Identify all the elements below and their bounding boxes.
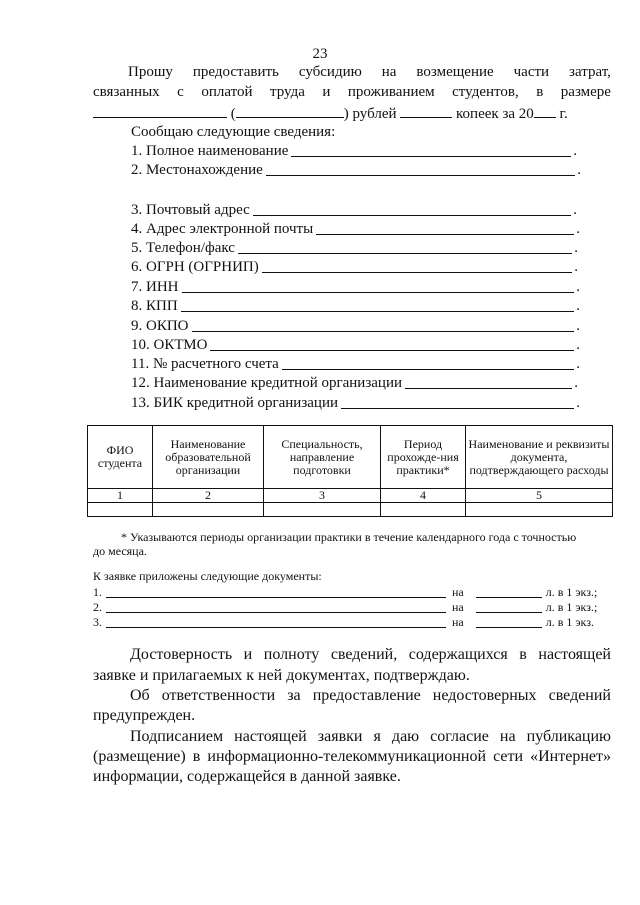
attachments-label: К заявке приложены следующие документы: bbox=[93, 569, 322, 583]
word: содержащихся bbox=[408, 646, 508, 663]
word: сведений, bbox=[330, 646, 398, 663]
word: субсидию bbox=[298, 64, 362, 80]
field-postal-address: 3. Почтовый адрес . bbox=[131, 202, 577, 218]
attachment-pages-line[interactable] bbox=[476, 626, 542, 628]
table-cell[interactable] bbox=[381, 503, 466, 517]
year-label: г. bbox=[559, 106, 568, 122]
header-institution: Наименование образовательной организации bbox=[153, 426, 264, 489]
field-email: 4. Адрес электронной почты . bbox=[131, 221, 580, 237]
field-line[interactable] bbox=[316, 233, 574, 235]
amount-words-blank[interactable] bbox=[236, 104, 344, 118]
field-oktmo: 10. ОКТМО . bbox=[131, 337, 580, 353]
warn-line-2: предупрежден. bbox=[93, 707, 196, 724]
attachment-row: 3. на л. в 1 экз. bbox=[93, 615, 594, 629]
word: (размещение) bbox=[93, 748, 186, 765]
table-cell[interactable] bbox=[88, 503, 153, 517]
word: «Интернет» bbox=[530, 748, 611, 765]
field-kpp: 8. КПП . bbox=[131, 298, 580, 314]
consent-line-1 bbox=[130, 728, 611, 746]
intro-line-2 bbox=[93, 84, 611, 101]
col-number: 3 bbox=[264, 489, 381, 503]
field-line[interactable] bbox=[262, 271, 572, 273]
col-number: 1 bbox=[88, 489, 153, 503]
attachment-name-line[interactable] bbox=[106, 626, 446, 628]
field-bank-bik: 13. БИК кредитной организации . bbox=[131, 395, 580, 411]
kopecks-label: копеек за 20 bbox=[456, 106, 534, 122]
field-bank-name: 12. Наименование кредитной организации . bbox=[131, 375, 578, 391]
confirm-line-1 bbox=[130, 646, 611, 664]
students-table bbox=[87, 425, 613, 517]
footnote-line-1: * Указываются периоды организации практики в течение календарного года с точностью bbox=[121, 530, 577, 544]
field-line[interactable] bbox=[181, 310, 575, 312]
word: заявки bbox=[317, 728, 363, 745]
word: полноту bbox=[263, 646, 320, 663]
word: Об bbox=[130, 687, 150, 704]
header-specialty: Специальность, направление подготовки bbox=[264, 426, 381, 489]
header-practice-period: Период прохожде-ния практики* bbox=[381, 426, 466, 489]
word: в bbox=[519, 646, 527, 663]
field-line[interactable] bbox=[210, 349, 574, 351]
word: и bbox=[243, 646, 253, 663]
intro-line-3 bbox=[93, 104, 568, 123]
word: сети bbox=[493, 748, 524, 765]
word: согласие bbox=[430, 728, 489, 745]
attachment-row: 1. на л. в 1 экз.; bbox=[93, 585, 598, 599]
attachment-pages-line[interactable] bbox=[476, 611, 542, 613]
header-document: Наименование и реквизиты документа, подтверждающего расходы bbox=[466, 426, 613, 489]
report-label: Сообщаю следующие сведения: bbox=[131, 124, 336, 140]
field-line[interactable] bbox=[253, 214, 571, 216]
word: оплатой bbox=[201, 84, 253, 100]
word: Подписанием bbox=[130, 728, 224, 745]
word: даю bbox=[391, 728, 420, 745]
field-line[interactable] bbox=[266, 174, 575, 176]
table-number-row bbox=[88, 489, 613, 503]
word: в bbox=[192, 748, 201, 765]
word: настоящей bbox=[538, 646, 611, 663]
attachment-name-line[interactable] bbox=[106, 611, 446, 613]
field-location: 2. Местонахождение . bbox=[131, 162, 581, 178]
word: связанных bbox=[93, 84, 160, 100]
word: в bbox=[536, 84, 544, 100]
word: ответственности bbox=[161, 687, 276, 704]
intro-line-1 bbox=[128, 64, 611, 81]
word: предоставление bbox=[312, 687, 421, 704]
word: я bbox=[373, 728, 381, 745]
kopecks-blank[interactable] bbox=[400, 104, 452, 118]
word: и bbox=[322, 84, 331, 100]
table-cell[interactable] bbox=[264, 503, 381, 517]
table-header-row bbox=[88, 426, 613, 489]
word: информационно-телекоммуникационной bbox=[207, 748, 487, 765]
field-line[interactable] bbox=[291, 155, 571, 157]
word: настоящей bbox=[234, 728, 307, 745]
field-line[interactable] bbox=[238, 252, 572, 254]
attachment-name-line[interactable] bbox=[106, 596, 446, 598]
field-inn: 7. ИНН . bbox=[131, 279, 580, 295]
table-cell[interactable] bbox=[153, 503, 264, 517]
year-blank[interactable] bbox=[534, 104, 556, 118]
field-line[interactable] bbox=[405, 387, 572, 389]
field-phone-fax: 5. Телефон/факс . bbox=[131, 240, 578, 256]
table-cell[interactable] bbox=[466, 503, 613, 517]
word: Достоверность bbox=[130, 646, 233, 663]
field-line[interactable] bbox=[182, 291, 575, 293]
attachment-pages-line[interactable] bbox=[476, 596, 542, 598]
word: на bbox=[499, 728, 516, 745]
confirm-line-2: заявке и прилагаемых к ней документах, подтверждаю. bbox=[93, 667, 470, 684]
page-number: 23 bbox=[312, 46, 328, 62]
word: с bbox=[177, 84, 184, 100]
header-student-name: ФИО студента bbox=[88, 426, 153, 489]
consent-line-2 bbox=[93, 748, 611, 766]
word: публикацию bbox=[526, 728, 611, 745]
word: Прошу bbox=[128, 64, 173, 80]
attachment-row: 2. на л. в 1 экз.; bbox=[93, 600, 598, 614]
col-number: 4 bbox=[381, 489, 466, 503]
word: проживанием bbox=[347, 84, 435, 100]
word: возмещение bbox=[416, 64, 494, 80]
col-number: 5 bbox=[466, 489, 613, 503]
table-row[interactable] bbox=[88, 503, 613, 517]
field-line[interactable] bbox=[341, 407, 574, 409]
field-ogrn: 6. ОГРН (ОГРНИП) . bbox=[131, 259, 578, 275]
rubles-label: ) рублей bbox=[343, 106, 397, 122]
word: недостоверных bbox=[432, 687, 537, 704]
col-number: 2 bbox=[153, 489, 264, 503]
field-account-number: 11. № расчетного счета . bbox=[131, 356, 580, 372]
word: труда bbox=[269, 84, 305, 100]
consent-line-3: информации, содержащейся в данной заявке. bbox=[93, 768, 401, 785]
field-line[interactable] bbox=[282, 368, 574, 370]
footnote-line-2: до месяца. bbox=[93, 544, 147, 558]
paren-open: ( bbox=[230, 106, 236, 122]
word: предоставить bbox=[192, 64, 279, 80]
word: сведений bbox=[548, 687, 611, 704]
amount-blank[interactable] bbox=[93, 104, 227, 118]
word: затрат, bbox=[569, 64, 611, 80]
word: за bbox=[287, 687, 301, 704]
field-okpo: 9. ОКПО . bbox=[131, 318, 580, 334]
word: на bbox=[381, 64, 397, 80]
warn-line-1 bbox=[130, 687, 611, 705]
word: студентов, bbox=[452, 84, 519, 100]
word: размере bbox=[560, 84, 611, 100]
field-line[interactable] bbox=[192, 330, 575, 332]
field-full-name: 1. Полное наименование . bbox=[131, 143, 577, 159]
word: части bbox=[513, 64, 550, 80]
